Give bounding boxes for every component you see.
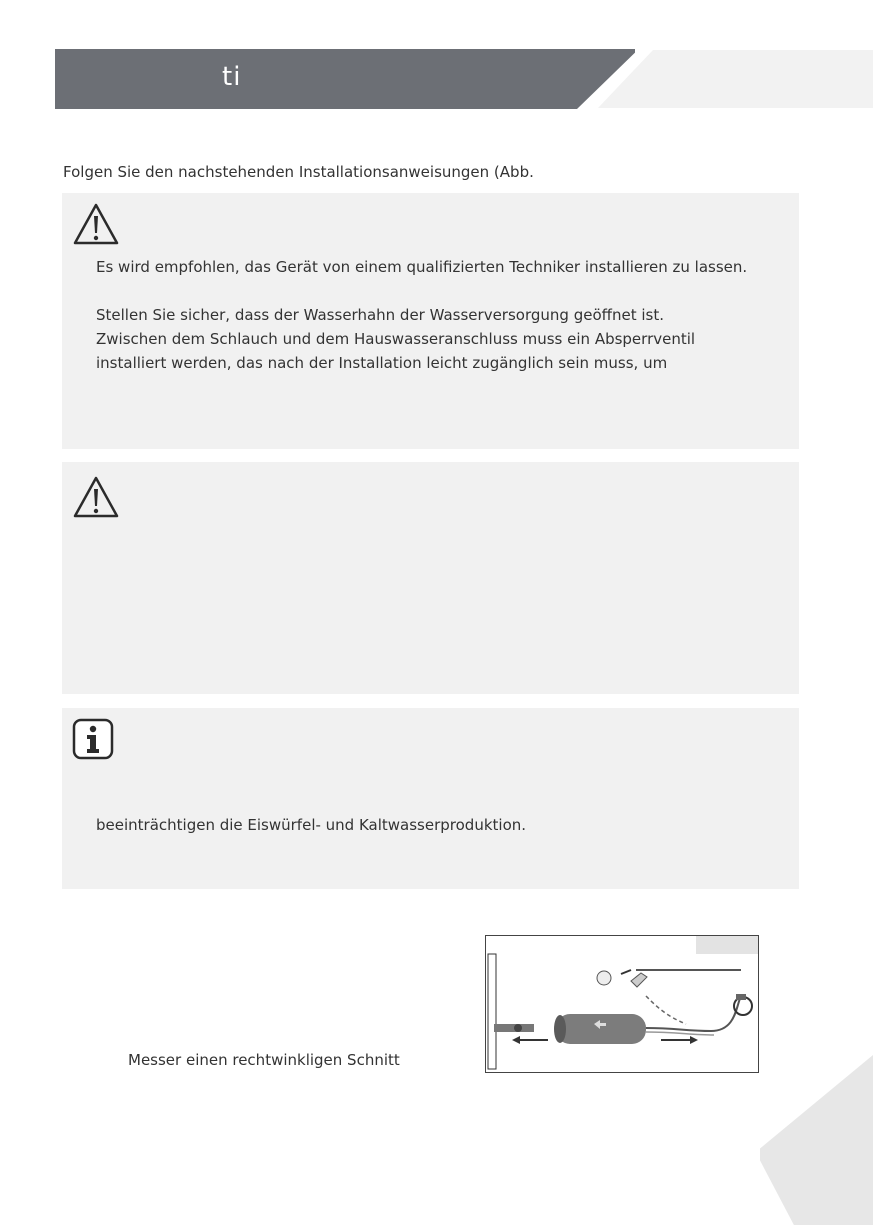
warning-box-2 [62,462,799,694]
header-bar [55,49,635,109]
info-icon [72,718,114,760]
page-corner-tab [760,1055,873,1225]
warning-text-2a: Stellen Sie sicher, dass der Wasserhahn der Wasserversorgung geöffnet ist. [96,306,664,324]
warning-text-2b: Zwischen dem Schlauch und dem Hauswasseranschluss muss ein Absperrventil [96,330,696,348]
warning-icon [72,474,120,520]
warning-text-1: Es wird empfohlen, das Gerät von einem qualifizierten Techniker installieren zu lassen. [96,258,748,276]
info-text: beeinträchtigen die Eiswürfel- und Kaltwasserproduktion. [96,816,527,834]
figure-caption: Messer einen rechtwinkligen Schnitt [128,1051,400,1069]
filter-illustration [486,936,758,1072]
intro-text: Folgen Sie den nachstehenden Installationsanweisungen (Abb. [63,163,534,181]
water-filter-diagram [485,935,759,1073]
header-tab [598,50,873,108]
warning-box-1 [62,193,799,449]
warning-icon [72,201,120,247]
warning-text-2c: installiert werden, das nach der Installation leicht zugänglich sein muss, um [96,354,668,372]
info-box [62,708,799,889]
page-title: ti [222,62,242,92]
